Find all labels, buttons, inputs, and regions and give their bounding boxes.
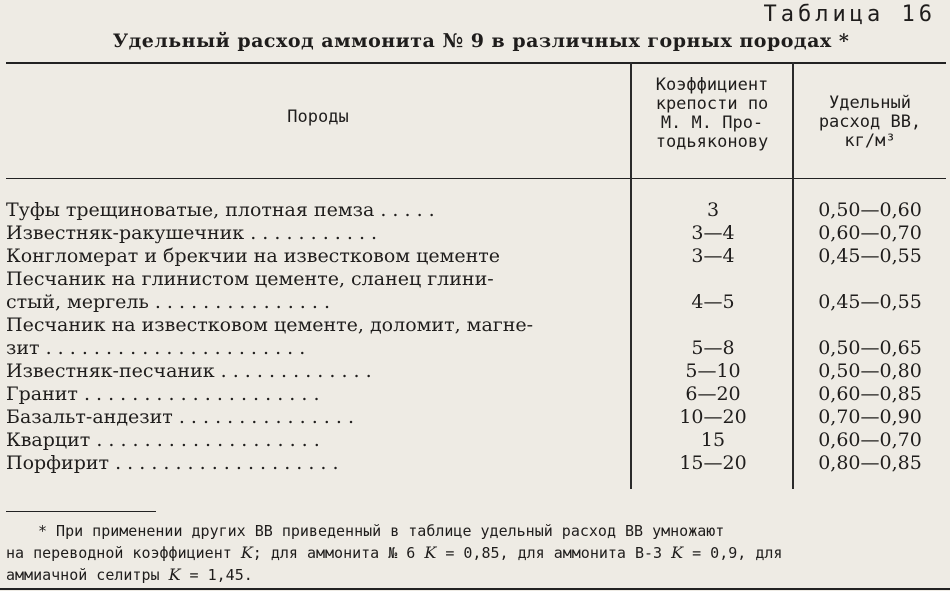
strength-coefficient: 3—4	[691, 222, 735, 244]
table-row	[6, 429, 946, 452]
specific-consumption: 0,45—0,55	[818, 291, 922, 313]
header-coef-line: крепости по	[655, 94, 769, 114]
specific-consumption: 0,50—0,80	[818, 360, 922, 382]
header-coefficient	[632, 76, 792, 152]
rock-name: Кварцит . . . . . . . . . . . . . . . . . . .	[6, 429, 320, 451]
table-row	[6, 268, 946, 314]
specific-consumption: 0,60—0,70	[818, 429, 922, 451]
header-coef-line: тодьяконову	[655, 132, 769, 152]
footnote-line: аммиачной селитры K = 1,45.	[6, 565, 253, 584]
specific-consumption: 0,50—0,65	[818, 337, 922, 359]
header-consumption-line: расход ВВ,	[818, 112, 922, 132]
table-row	[6, 452, 946, 475]
header-consumption	[794, 94, 946, 151]
strength-coefficient: 5—8	[691, 337, 735, 359]
page-bottom-rule	[0, 588, 950, 590]
strength-coefficient: 15	[700, 429, 726, 451]
header-top-rule	[6, 62, 946, 64]
table-row	[6, 406, 946, 429]
header-coef-line: Коэффициент	[655, 75, 769, 95]
strength-coefficient: 4—5	[691, 291, 735, 313]
rock-name: Известняк-песчаник . . . . . . . . . . . . .	[6, 360, 372, 382]
strength-coefficient: 10—20	[679, 406, 747, 428]
rock-name: Порфирит . . . . . . . . . . . . . . . . . . .	[6, 452, 339, 474]
header-bottom-rule	[6, 178, 946, 179]
strength-coefficient: 3	[706, 199, 720, 221]
specific-consumption: 0,80—0,85	[818, 452, 922, 474]
rock-name: Базальт-андезит . . . . . . . . . . . . . . .	[6, 406, 354, 428]
table-row	[6, 360, 946, 383]
footnote-rule	[6, 511, 156, 512]
specific-consumption: 0,60—0,85	[818, 383, 922, 405]
strength-coefficient: 5—10	[685, 360, 741, 382]
rock-name: Гранит . . . . . . . . . . . . . . . . . . . .	[6, 383, 320, 405]
header-rocks-label: Породы	[287, 107, 349, 127]
table-body	[6, 199, 946, 475]
rock-name: Конгломерат и брекчии на известковом цементе	[6, 245, 501, 267]
rock-name: Песчаник на известковом цементе, доломит, магне- зит . . . . . . . . . . . . . . . . . . . . . .	[6, 314, 534, 359]
strength-coefficient: 6—20	[685, 383, 741, 405]
table-row	[6, 383, 946, 406]
header-consumption-line: кг/м³	[844, 131, 896, 151]
strength-coefficient: 3—4	[691, 245, 735, 267]
table-row	[6, 314, 946, 360]
table-row	[6, 245, 946, 268]
footnote-line: * При применении других ВВ приведенный в таблице удельный расход ВВ умножают	[38, 522, 725, 540]
strength-coefficient: 15—20	[679, 452, 747, 474]
specific-consumption: 0,50—0,60	[818, 199, 922, 221]
header-rocks	[6, 108, 630, 127]
specific-consumption: 0,45—0,55	[818, 245, 922, 267]
rock-name: Известняк-ракушечник . . . . . . . . . . .	[6, 222, 378, 244]
header-coef-line: М. М. Про-	[660, 113, 764, 133]
header-consumption-line: Удельный	[829, 93, 911, 113]
table-row	[6, 222, 946, 245]
rock-name: Песчаник на глинистом цементе, сланец глини- стый, мергель . . . . . . . . . . . . . . .	[6, 268, 494, 313]
specific-consumption: 0,60—0,70	[818, 222, 922, 244]
table-row	[6, 199, 946, 222]
table-title: Удельный расход аммонита № 9 в различных горных породах *	[112, 30, 850, 52]
footnote-line: на переводной коэффициент K; для аммонита № 6 K = 0,85, для аммонита В-3 K = 0,9, для	[6, 543, 783, 562]
footnote	[6, 521, 946, 586]
table-number: Таблица 16	[763, 2, 936, 27]
specific-consumption: 0,70—0,90	[818, 406, 922, 428]
rock-name: Туфы трещиноватые, плотная пемза . . . . .	[6, 199, 435, 221]
